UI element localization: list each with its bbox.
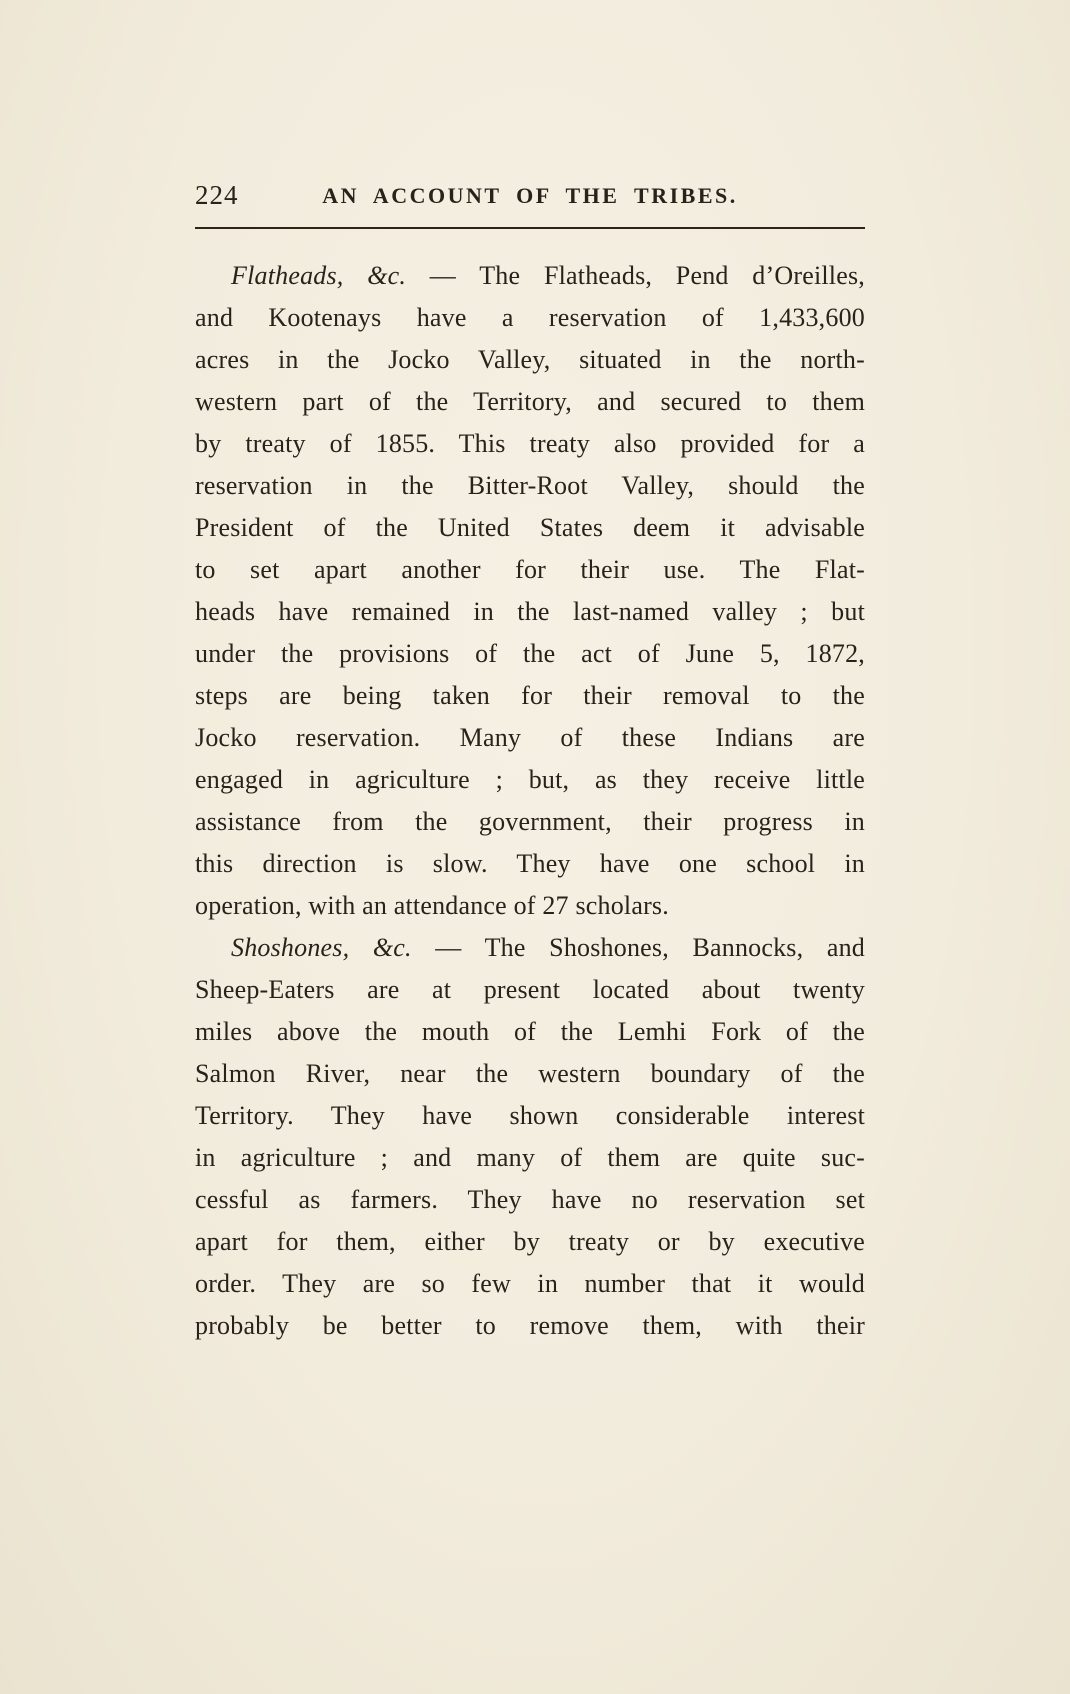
text-line: Salmon River, near the western boundary of the xyxy=(195,1059,865,1088)
text-line: this direction is slow. They have one school in xyxy=(195,849,865,878)
text-line: order. They are so few in number that it would xyxy=(195,1269,865,1298)
text-line: by treaty of 1855. This treaty also provided for a xyxy=(195,429,865,458)
running-header-title: AN ACCOUNT OF THE TRIBES. xyxy=(322,183,738,208)
text-line: President of the United States deem it advisable xyxy=(195,513,865,542)
paragraph-lead-rest: — The Flatheads, Pend d’Oreilles, xyxy=(406,261,865,290)
page-body xyxy=(195,255,865,1347)
text-line: and Kootenays have a reservation of 1,433,600 xyxy=(195,303,865,332)
text-line: reservation in the Bitter-Root Valley, should the xyxy=(195,471,865,500)
page-number: 224 xyxy=(195,180,239,210)
paragraph-flatheads xyxy=(195,255,865,927)
text-line: under the provisions of the act of June 5, 1872, xyxy=(195,639,865,668)
text-line: acres in the Jocko Valley, situated in the north- xyxy=(195,345,865,374)
text-line xyxy=(195,255,865,297)
text-line: Jocko reservation. Many of these Indians are xyxy=(195,723,865,752)
text-line: apart for them, either by treaty or by executive xyxy=(195,1227,865,1256)
text-line: to set apart another for their use. The Flat- xyxy=(195,555,865,584)
text-line: operation, with an attendance of 27 scholars. xyxy=(195,891,669,920)
text-line xyxy=(195,927,865,969)
text-line: western part of the Territory, and secured to them xyxy=(195,387,865,416)
text-line: probably be better to remove them, with their xyxy=(195,1311,865,1340)
text-line: steps are being taken for their removal to the xyxy=(195,681,865,710)
text-line: miles above the mouth of the Lemhi Fork of the xyxy=(195,1017,865,1046)
text-line: assistance from the government, their progress in xyxy=(195,807,865,836)
text-line: Territory. They have shown considerable interest xyxy=(195,1101,865,1130)
page-header xyxy=(195,180,865,218)
paragraph-lead: Flatheads, &c. xyxy=(231,261,407,290)
text-line: in agriculture ; and many of them are quite suc- xyxy=(195,1143,865,1172)
paragraph-lead: Shoshones, &c. xyxy=(231,933,412,962)
paragraph-shoshones xyxy=(195,927,865,1347)
text-line: heads have remained in the last-named valley ; but xyxy=(195,597,865,626)
header-rule xyxy=(195,227,865,229)
text-line: cessful as farmers. They have no reservation set xyxy=(195,1185,865,1214)
paragraph-lead-rest: — The Shoshones, Bannocks, and xyxy=(411,933,866,962)
text-line: engaged in agriculture ; but, as they receive little xyxy=(195,765,865,794)
text-line: Sheep-Eaters are at present located about twenty xyxy=(195,975,865,1004)
